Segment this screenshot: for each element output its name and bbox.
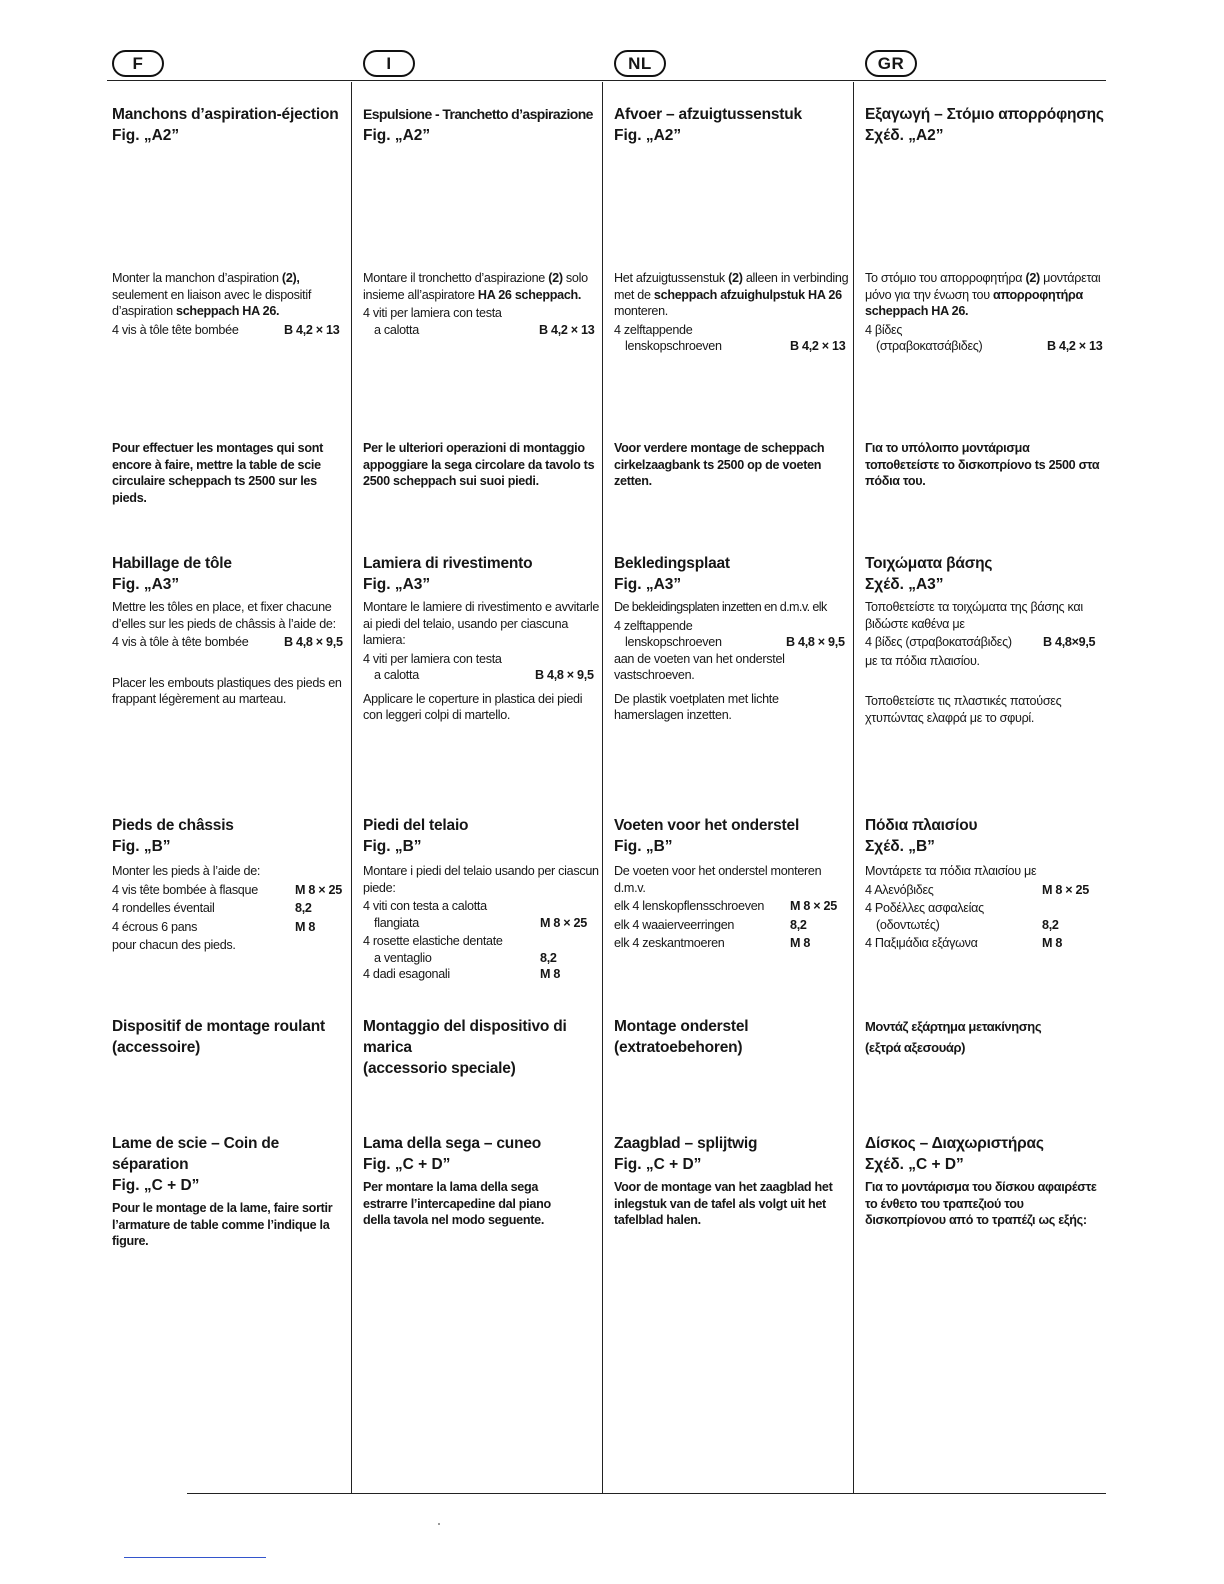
- section-title: Μοντάζ εξάρτημα μετακίνησης: [865, 1019, 1042, 1034]
- body-text: Monter les pieds à l’aide de:: [112, 864, 261, 878]
- figure-ref: Fig. „C + D”: [614, 1156, 702, 1173]
- section-feet: [614, 815, 854, 952]
- part-name: 4 vis à tôle tête bombée: [112, 322, 239, 337]
- link-underline: [124, 1557, 266, 1558]
- section-title: Dispositif de montage roulant: [112, 1018, 325, 1035]
- section-feet: [112, 815, 352, 954]
- section-blade: [363, 1133, 603, 1229]
- body-text: monteren.: [614, 304, 669, 318]
- body-text: Το στόμιο του απορροφητήρα: [865, 271, 1023, 285]
- part-row: [112, 919, 352, 936]
- part-size: M 8: [540, 967, 561, 981]
- part-name: (στραβοκατσάβιδες): [876, 339, 983, 353]
- part-size: M 8 × 25: [1042, 882, 1089, 897]
- part-row: [614, 898, 854, 915]
- figure-ref: Σχέδ. „A3”: [865, 576, 944, 593]
- section-title: Zaagblad – splijtwig: [614, 1135, 758, 1152]
- section-subtitle: (extratoebehoren): [614, 1039, 743, 1056]
- section-title: Lama della sega – cuneo: [363, 1135, 542, 1152]
- footer-rule: [187, 1493, 1106, 1494]
- figure-ref: Σχέδ. „B”: [865, 838, 935, 855]
- figure-ref: Fig. „A3”: [112, 576, 180, 593]
- notice: [363, 440, 603, 490]
- product-ref: scheppach afzuighulpstuk HA 26: [653, 287, 842, 302]
- part-size: 8,2: [540, 950, 557, 965]
- part-size: B 4,2 × 13: [539, 322, 595, 337]
- part-row: [363, 966, 603, 983]
- section-panels: [865, 553, 1105, 726]
- body-text: Montare il tronchetto d’aspirazione: [363, 271, 546, 285]
- section-title: Πόδια πλαισίου: [865, 817, 978, 834]
- figure-ref: Fig. „B”: [363, 838, 422, 855]
- body-text: De plastik voetplaten met lichte hamerslagen inzetten.: [614, 691, 779, 722]
- section-subtitle: (εξτρά αξεσουάρ): [865, 1040, 966, 1055]
- part-name: a calotta: [374, 322, 419, 337]
- part-row: [112, 322, 352, 339]
- lang-badge-nl: NL: [614, 50, 666, 77]
- figure-ref: Fig. „A2”: [112, 127, 180, 144]
- figure-ref: Fig. „A2”: [363, 127, 431, 144]
- part-name: lenskopschroeven: [625, 339, 722, 353]
- product-ref: scheppach HA 26.: [176, 304, 280, 318]
- body-text: Mettre les tôles en place, et fixer chacune d’elles sur les pieds de châssis à l’aide de:: [112, 600, 336, 631]
- part-size: B 4,8×9,5: [1043, 635, 1096, 649]
- part-name: 4 dadi esagonali: [363, 967, 450, 981]
- lang-badge-fr: F: [112, 50, 164, 77]
- part-size: M 8 × 25: [540, 915, 587, 930]
- part-name: elk 4 waaierveerringen: [614, 917, 735, 932]
- figure-ref: Σχέδ. „C + D”: [865, 1156, 964, 1173]
- part-row: [614, 935, 854, 952]
- section-feet: [363, 815, 603, 983]
- figure-ref: Fig. „A3”: [363, 576, 431, 593]
- section-subtitle: (accessoire): [112, 1039, 201, 1056]
- section-title: Τοιχώματα βάσης: [865, 555, 993, 572]
- figure-ref: Fig. „C + D”: [112, 1177, 200, 1194]
- part-size: B 4,2 × 13: [1047, 339, 1103, 353]
- lang-badge-gr: GR: [865, 50, 917, 77]
- section-title: Voeten voor het onderstel: [614, 817, 800, 834]
- part-row: [363, 667, 603, 684]
- part-row: [112, 634, 352, 651]
- part-size: M 8: [295, 919, 316, 934]
- part-name: 4 viti con testa a calotta: [363, 899, 487, 913]
- part-size: M 8: [790, 936, 811, 950]
- body-text: pour chacun des pieds.: [112, 938, 236, 952]
- body-text: Placer les embouts plastiques des pieds en frappant légèrement au marteau.: [112, 675, 342, 706]
- part-ref: (2): [548, 271, 563, 285]
- aspiration-text: [614, 270, 854, 355]
- part-row: [614, 634, 854, 651]
- section-title: Piedi del telaio: [363, 817, 469, 834]
- part-size: 8,2: [790, 917, 807, 932]
- part-row: [614, 917, 854, 934]
- part-name: 4 vis à tôle à tête bombée: [112, 635, 249, 649]
- body-text: Μοντάρετε τα πόδια πλαισίου με: [865, 864, 1037, 878]
- body-text: De bekleidingsplaten inzetten en d.m.v. elk: [614, 600, 827, 614]
- section-title: Afvoer – afzuigtussenstuk: [614, 106, 802, 123]
- body-text: Τοποθετείστε τις πλαστικές πατούσες χτυπώντας ελαφρά με το σφυρί.: [865, 694, 1062, 725]
- part-name: 4 Παξιμάδια εξάγωνα: [865, 936, 978, 950]
- part-row: [865, 338, 1105, 355]
- notice-text: Pour effectuer les montages qui sont encore à faire, mettre la table de scie circulaire scheppach ts 2500 sur les pieds.: [112, 441, 324, 505]
- body-text: seulement en liaison avec le dispositif d’aspiration: [112, 287, 312, 318]
- part-row: [865, 634, 1105, 651]
- section-title: Lamiera di rivestimento: [363, 555, 533, 572]
- figure-ref: Σχέδ. „A2”: [865, 127, 944, 144]
- body-text: De voeten voor het onderstel monteren d.m.v.: [614, 864, 822, 895]
- section-rolling: [363, 1016, 603, 1079]
- body-text: alleen in verbinding met de: [614, 271, 849, 302]
- section-title: Habillage de tôle: [112, 555, 232, 572]
- part-size: B 4,2 × 13: [284, 322, 340, 337]
- part-name: (οδοντωτές): [876, 917, 940, 932]
- part-name: lenskopschroeven: [625, 635, 722, 649]
- part-name: 4 Ροδέλλες ασφαλείας: [865, 901, 984, 915]
- part-name: 4 viti per lamiera con testa: [363, 651, 502, 666]
- section-panels: [363, 553, 603, 724]
- section-title: Montaggio del dispositivo di marica: [363, 1018, 567, 1056]
- section-rolling: [614, 1016, 854, 1058]
- lang-badge-it: I: [363, 50, 415, 77]
- part-row: [363, 915, 603, 932]
- part-size: M 8 × 25: [790, 899, 837, 913]
- part-row: [112, 900, 352, 917]
- body-text: Montare i piedi del telaio usando per ciascun piede:: [363, 864, 599, 895]
- body-text: solo insieme all’aspiratore: [363, 271, 588, 302]
- part-ref: (2): [728, 271, 743, 285]
- part-name: elk 4 lenskopflensschroeven: [614, 899, 765, 913]
- section-title: Δίσκος – Διαχωριστήρας: [865, 1135, 1044, 1152]
- part-size: B 4,8 × 9,5: [786, 635, 845, 649]
- body-text: με τα πόδια πλαισίου.: [865, 653, 980, 668]
- body-text: Voor de montage van het zaagblad het inlegstuk van de tafel als volgt uit het tafelblad halen.: [614, 1180, 833, 1227]
- part-ref: (2),: [281, 271, 300, 285]
- section-title: Espulsione - Tranchetto d’aspirazione: [363, 106, 593, 122]
- body-text: Het afzuigtussenstuk: [614, 271, 725, 285]
- part-row: [865, 882, 1105, 899]
- section-title: Bekledingsplaat: [614, 555, 730, 572]
- part-name: a ventaglio: [374, 950, 432, 965]
- part-name: 4 rondelles éventail: [112, 901, 215, 915]
- body-text: Τοποθετείστε τα τοιχώματα της βάσης και βιδώστε καθένα με: [865, 600, 1083, 631]
- product-ref: απορροφητήρα scheppach HA 26.: [865, 287, 1083, 318]
- part-row: [112, 882, 352, 899]
- section-aspiration: [614, 104, 854, 146]
- notice: [865, 440, 1105, 490]
- part-name: flangiata: [374, 915, 419, 930]
- figure-ref: Fig. „A3”: [614, 576, 682, 593]
- part-ref: (2): [1025, 271, 1040, 285]
- part-row: [363, 950, 603, 967]
- notice-text: Voor verdere montage de scheppach cirkelzaagbank ts 2500 op de voeten zetten.: [614, 441, 825, 488]
- part-name: 4 zelftappende: [614, 322, 693, 337]
- stray-mark: [438, 1523, 440, 1525]
- section-aspiration: [112, 104, 352, 146]
- part-size: M 8: [1042, 936, 1063, 950]
- part-size: M 8 × 25: [295, 882, 342, 897]
- header-rule: [107, 80, 1106, 81]
- section-aspiration: [865, 104, 1105, 146]
- part-row: [865, 935, 1105, 952]
- body-text: Montare le lamiere di rivestimento e avvitarle ai piedi del telaio, usando per ciascuna lamiera:: [363, 600, 600, 647]
- product-ref: HA 26 scheppach.: [477, 287, 582, 302]
- section-blade: [865, 1133, 1105, 1229]
- section-feet: [865, 815, 1105, 952]
- part-name: 4 viti per lamiera con testa: [363, 306, 502, 320]
- aspiration-text: [112, 270, 352, 338]
- part-size: B 4,2 × 13: [790, 339, 846, 353]
- part-size: 8,2: [1042, 917, 1059, 932]
- aspiration-text: [363, 270, 603, 338]
- section-rolling: [865, 1016, 1105, 1058]
- notice-text: Per le ulteriori operazioni di montaggio appoggiare la sega circolare da tavolo ts 2500 scheppach sui suoi piedi.: [363, 441, 595, 488]
- part-name: 4 vis tête bombée à flasque: [112, 882, 258, 897]
- part-size: 8,2: [295, 901, 312, 915]
- section-subtitle: (accessorio speciale): [363, 1060, 516, 1077]
- part-name: 4 rosette elastiche dentate: [363, 934, 503, 948]
- part-row: [363, 322, 603, 339]
- part-name: 4 βίδες: [865, 322, 903, 337]
- part-size: B 4,8 × 9,5: [535, 668, 594, 682]
- part-row: [614, 338, 854, 355]
- part-name: 4 Αλενόβιδες: [865, 882, 934, 897]
- figure-ref: Fig. „B”: [614, 838, 673, 855]
- body-text: Για το μοντάρισμα του δίσκου αφαιρέστε το ένθετο του τραπεζιού του δισκοπρίονου από το τραπέζι ως εξής:: [865, 1180, 1097, 1227]
- section-title: Montage onderstel: [614, 1018, 749, 1035]
- notice: [614, 440, 854, 490]
- part-size: B 4,8 × 9,5: [284, 635, 343, 649]
- body-text: aan de voeten van het onderstel vastschroeven.: [614, 651, 785, 682]
- part-name: 4 βίδες (στραβοκατσάβιδες): [865, 635, 1012, 649]
- body-text: Monter la manchon d’aspiration: [112, 271, 279, 285]
- notice-text: Για το υπόλοιπο μοντάρισμα τοποθετείστε το δισκοπρίονο ts 2500 στα πόδια του.: [865, 441, 1100, 488]
- section-blade: [112, 1133, 352, 1250]
- part-name: elk 4 zeskantmoeren: [614, 936, 725, 950]
- body-text: Applicare le coperture in plastica dei piedi con leggeri colpi di martello.: [363, 691, 583, 722]
- notice: [112, 440, 352, 506]
- part-name: 4 écrous 6 pans: [112, 919, 198, 934]
- figure-ref: Fig. „B”: [112, 838, 171, 855]
- section-panels: [614, 553, 854, 724]
- section-title: Pieds de châssis: [112, 817, 234, 834]
- section-rolling: [112, 1016, 352, 1058]
- section-title: Εξαγωγή – Στόμιο απορρόφησης: [865, 106, 1104, 123]
- section-title: Manchons d’aspiration-éjection: [112, 106, 339, 123]
- figure-ref: Fig. „A2”: [614, 127, 682, 144]
- part-name: a calotta: [374, 668, 419, 682]
- section-blade: [614, 1133, 854, 1229]
- section-aspiration: [363, 104, 603, 146]
- section-title: Lame de scie – Coin de séparation: [112, 1135, 280, 1173]
- aspiration-text: [865, 270, 1105, 355]
- figure-ref: Fig. „C + D”: [363, 1156, 451, 1173]
- body-text: μοντάρεται μόνο για την ένωση του: [865, 271, 1101, 302]
- section-panels: [112, 553, 352, 708]
- body-text: Pour le montage de la lame, faire sortir l’armature de table comme l’indique la figure.: [112, 1201, 333, 1248]
- part-name: 4 zelftappende: [614, 618, 693, 633]
- body-text: Per montare la lama della sega estrarre l’intercapedine dal piano della tavola nel modo seguente.: [363, 1180, 551, 1227]
- part-row: [865, 917, 1105, 934]
